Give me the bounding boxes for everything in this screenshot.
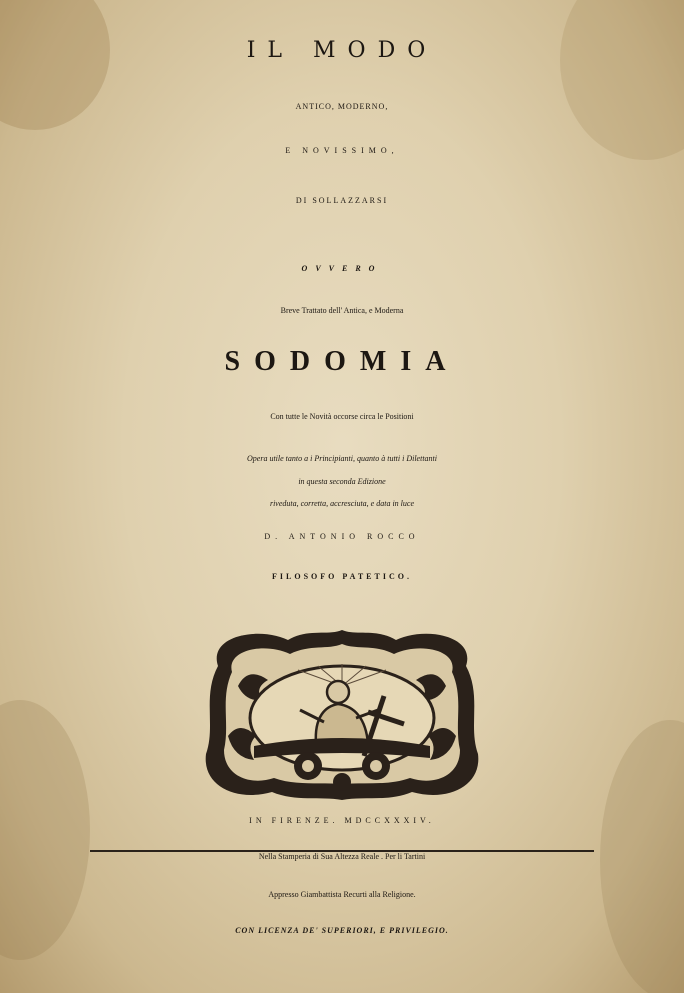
author-name: D. ANTONIO ROCCO — [264, 532, 420, 541]
imprint-licenza: CON LICENZA DE' SUPERIORI, E PRIVILEGIO. — [235, 926, 449, 935]
paper-stain — [0, 700, 90, 960]
riveduta-line: riveduta, corretta, accresciuta, e data in luce — [269, 499, 415, 508]
title-line-2: ANTICO, MODERNO, — [295, 102, 389, 111]
ovvero-line: OVVERO — [301, 264, 383, 273]
woodcut-vignette-icon — [198, 626, 486, 802]
title-line-3: E NOVISSIMO, — [285, 146, 399, 155]
imprint-place-date: IN FIRENZE. MDCCXXXIV. — [249, 816, 435, 825]
imprint-stamperia: Nella Stamperia di Sua Altezza Reale . Per li Tartini — [258, 852, 426, 861]
sodomia-heading: SODOMIA — [224, 346, 460, 377]
title-line-4: DI SOLLAZZARSI — [295, 196, 389, 205]
title-line-1: IL MODO — [246, 38, 438, 63]
opera-utile-line: Opera utile tanto a i Principianti, quanto à tutti i Dilettanti — [247, 454, 437, 463]
author-title: FILOSOFO PATETICO. — [272, 572, 412, 581]
paper-stain — [560, 0, 684, 160]
imprint-appresso: Appresso Giambattista Recurti alla Religione. — [268, 890, 416, 899]
breve-trattato-line: Breve Trattato dell' Antica, e Moderna — [280, 306, 404, 315]
con-tutte-line: Con tutte le Novità occorse circa le Positioni — [270, 412, 414, 421]
edition-line: in questa seconda Edizione — [298, 477, 386, 486]
